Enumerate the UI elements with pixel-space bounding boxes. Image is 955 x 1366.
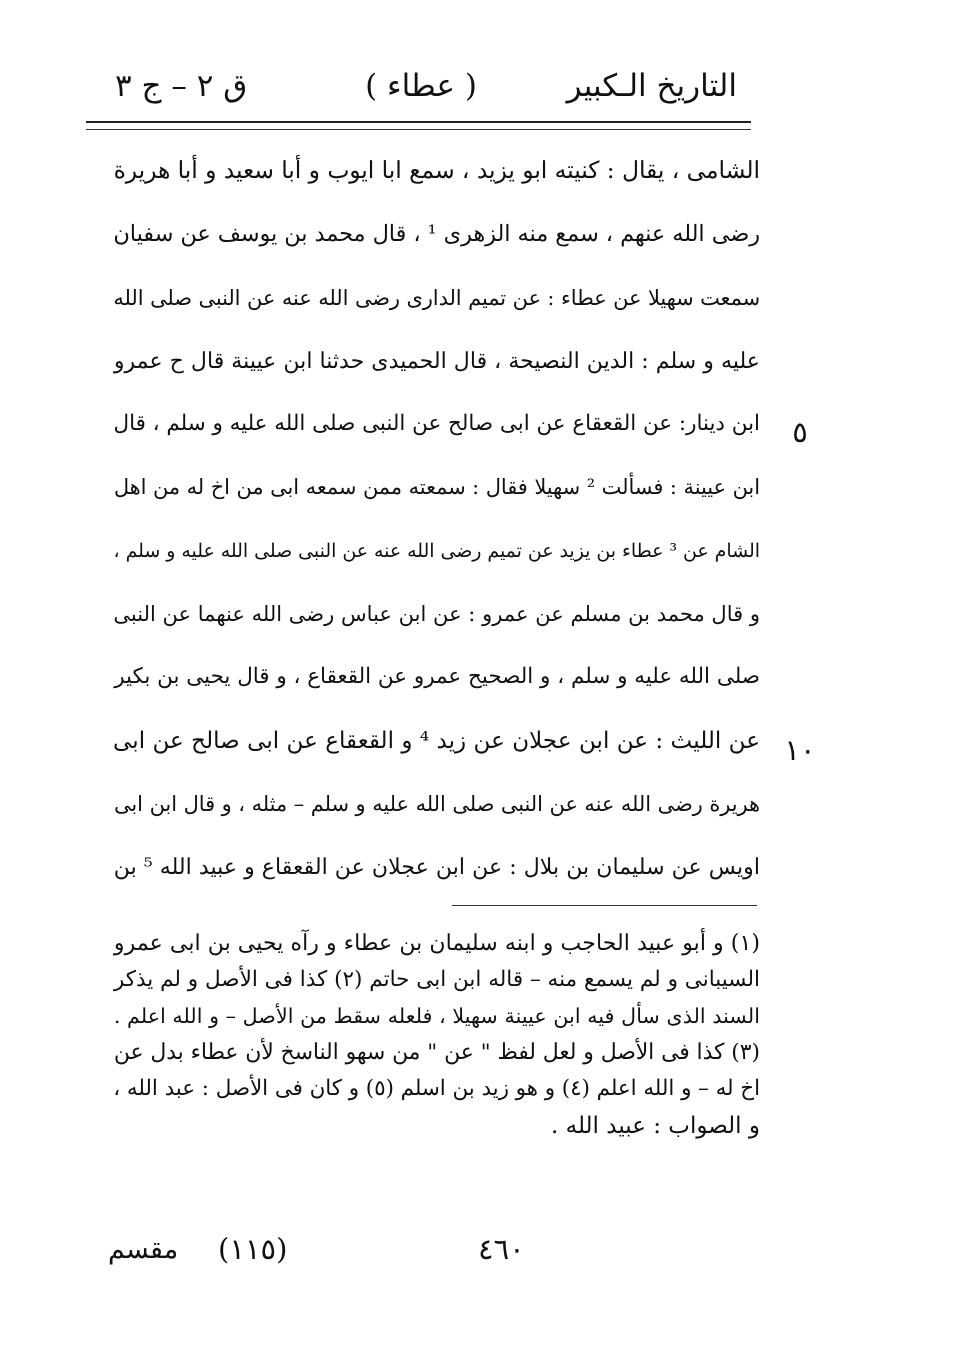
text-line: الشام عن ³ عطاء بن يزيد عن تميم رضى الله عنه عن النبى صلى الله عليه و سلم ، bbox=[113, 539, 760, 562]
catchword: مقسم bbox=[108, 1234, 179, 1265]
footnote-rule bbox=[452, 905, 757, 906]
main-text bbox=[100, 143, 760, 903]
header-rule-thin bbox=[86, 129, 751, 130]
footnote-line: اخ له – و الله اعلم (٤) و هو زيد بن اسلم (٥) و كان فى الأصل : عبد الله ، bbox=[113, 1076, 760, 1101]
text-line: اويس عن سليمان بن بلال : عن ابن عجلان عن القعقاع و عبيد الله ⁵ بن bbox=[113, 854, 760, 881]
volume-reference: ق ٢ – ج ٣ bbox=[115, 68, 248, 104]
footnote-line: (١) و أبو عبيد الحاجب و ابنه سليمان بن عطاء و رآه يحيى بن ابى عمرو bbox=[113, 930, 760, 956]
header-rule-thick bbox=[86, 121, 751, 123]
footnote-line: و الصواب : عبيد الله . bbox=[550, 1112, 760, 1139]
entry-name: ( عطاء ) bbox=[365, 68, 477, 104]
text-line: عليه و سلم : الدين النصيحة ، قال الحميدى حدثنا ابن عيينة قال ح عمرو bbox=[113, 347, 760, 374]
text-line: صلى الله عليه و سلم ، و الصحيح عمرو عن القعقاع ، و قال يحيى بن بكير bbox=[114, 664, 760, 690]
text-line: رضى الله عنهم ، سمع منه الزهرى ¹ ، قال محمد بن يوسف عن سفيان bbox=[113, 221, 760, 248]
text-line: هريرة رضى الله عنه عن النبى صلى الله عليه و سلم – مثله ، و قال ابن ابى bbox=[114, 791, 760, 816]
page-number: ٤٦٠ bbox=[478, 1232, 525, 1266]
text-line: الشامى ، يقال : كنيته ابو يزيد ، سمع ابا ايوب و أبا سعيد و أبا هريرة bbox=[113, 157, 760, 184]
page-footer bbox=[108, 1232, 608, 1272]
text-line: عن الليث : عن ابن عجلان عن زيد ⁴ و القعقاع عن ابى صالح عن ابى bbox=[113, 727, 760, 754]
footnote-line: السند الذى سأل فيه ابن عيينة سهيلا ، فلعله سقط من الأصل – و الله اعلم . bbox=[113, 1004, 760, 1028]
book-title: التاريخ الـكبير bbox=[566, 68, 737, 104]
footnotes bbox=[100, 925, 760, 1144]
running-header bbox=[105, 62, 737, 112]
line-number-10: ١٠ bbox=[784, 733, 816, 767]
line-number-5: ٥ bbox=[792, 415, 808, 449]
text-line: سمعت سهيلا عن عطاء : عن تميم الدارى رضى الله عنه عن النبى صلى الله bbox=[113, 285, 760, 310]
footnote-line: السيبانى و لم يسمع منه – قاله ابن ابى حاتم (٢) كذا فى الأصل و لم يذكر bbox=[113, 966, 760, 992]
section-number: (١١٥) bbox=[218, 1232, 288, 1266]
text-line: و قال محمد بن مسلم عن عمرو : عن ابن عباس رضى الله عنهما عن النبى bbox=[113, 601, 760, 627]
footnote-line: (٣) كذا فى الأصل و لعل لفظ " عن " من سهو الناسخ لأن عطاء بدل عن bbox=[113, 1039, 760, 1065]
text-line: ابن دينار: عن القعقاع عن ابى صالح عن النبى صلى الله عليه و سلم ، قال bbox=[113, 411, 760, 437]
text-line: ابن عيينة : فسألت ² سهيلا فقال : سمعته ممن سمعه ابى من اخ له من اهل bbox=[113, 475, 760, 500]
